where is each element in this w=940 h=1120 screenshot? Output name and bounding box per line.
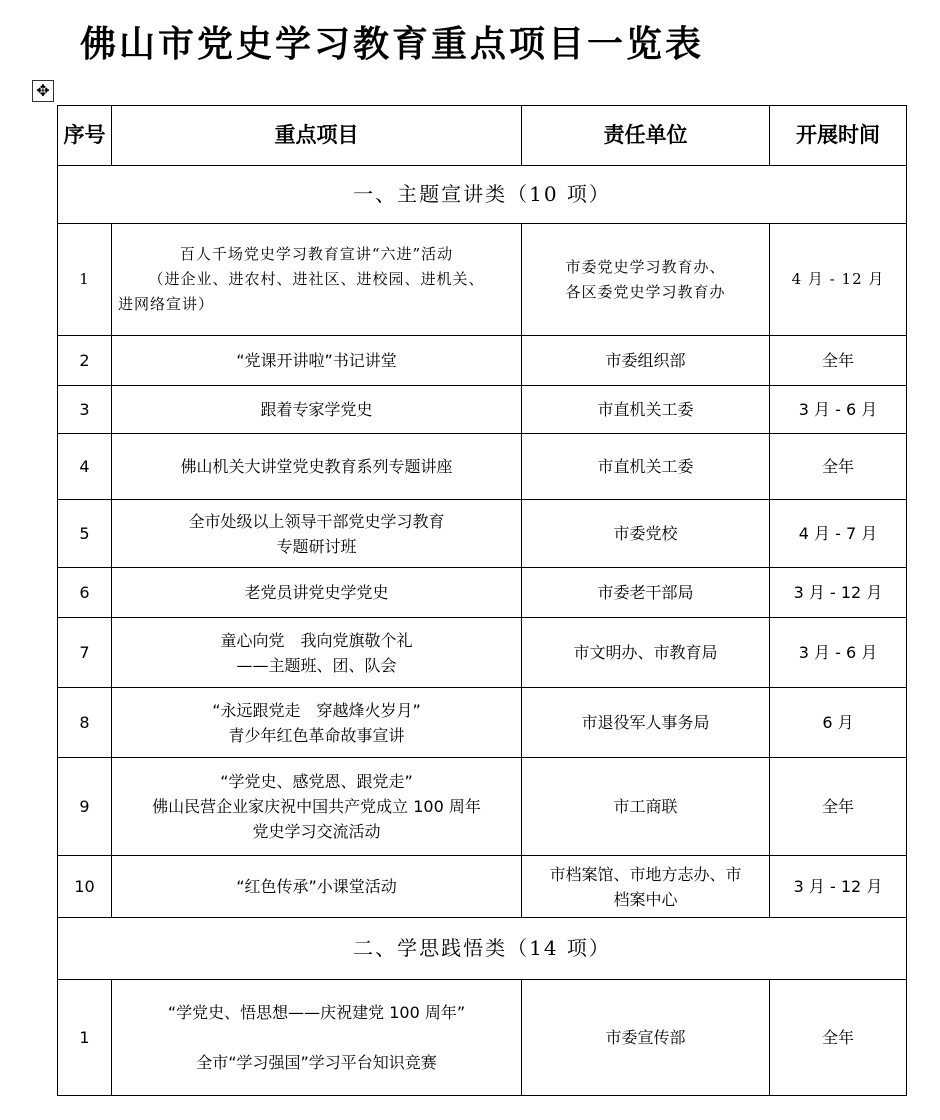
page-title: 佛山市党史学习教育重点项目一览表 <box>80 24 705 65</box>
cell-seq: 7 <box>58 618 112 688</box>
header-seq: 序号 <box>58 106 112 166</box>
project-line: 党史学习交流活动 <box>252 822 381 841</box>
project-line: ——主题班、团、队会 <box>236 655 397 675</box>
unit-line: 市委党史学习教育办、 <box>565 257 726 276</box>
table-row <box>58 688 907 758</box>
cell-project <box>112 336 522 386</box>
category-row <box>58 918 907 980</box>
table-row <box>58 618 907 688</box>
unit-line: 市工商联 <box>613 797 678 816</box>
table-row <box>58 224 907 336</box>
project-line: “红色传承”小课堂活动 <box>236 877 397 896</box>
cell-seq: 5 <box>58 500 112 568</box>
cell-seq: 4 <box>58 434 112 500</box>
category-row <box>58 166 907 224</box>
project-line: 佛山民营企业家庆祝中国共产党成立 100 周年 <box>152 797 481 816</box>
cell-seq: 6 <box>58 568 112 618</box>
cell-unit <box>522 434 770 500</box>
project-table <box>57 105 907 1096</box>
cell-project <box>112 980 522 1096</box>
project-line: “永远跟党走 穿越烽火岁月” <box>212 700 421 720</box>
project-line: 佛山机关大讲堂党史教育系列专题讲座 <box>180 457 453 476</box>
table-move-handle-icon[interactable]: ✥ <box>32 80 54 102</box>
project-line: 全市“学习强国”学习平台知识竞赛 <box>196 1053 437 1072</box>
table-row <box>58 568 907 618</box>
cell-seq: 3 <box>58 386 112 434</box>
project-line: 百人千场党史学习教育宣讲“六进”活动 <box>179 245 454 263</box>
cell-seq: 9 <box>58 758 112 856</box>
project-line: 童心向党 我向党旗敬个礼 <box>220 630 413 650</box>
cell-unit <box>522 500 770 568</box>
cell-time: 3 月 - 6 月 <box>770 618 907 688</box>
cell-time: 全年 <box>770 980 907 1096</box>
table-row <box>58 758 907 856</box>
project-line: 跟着专家学党史 <box>260 400 373 419</box>
cell-unit <box>522 758 770 856</box>
cell-project <box>112 434 522 500</box>
header-row <box>58 106 907 166</box>
cell-project <box>112 856 522 918</box>
project-line: 青少年红色革命故事宣讲 <box>228 725 405 745</box>
cell-project <box>112 618 522 688</box>
cell-time: 3 月 - 12 月 <box>770 856 907 918</box>
cell-seq: 1 <box>58 980 112 1096</box>
unit-line: 档案中心 <box>613 889 678 909</box>
table-row <box>58 856 907 918</box>
unit-line: 市直机关工委 <box>597 457 694 476</box>
table-row <box>58 336 907 386</box>
cell-seq: 2 <box>58 336 112 386</box>
project-line: 全市处级以上领导干部党史学习教育 <box>188 511 445 531</box>
unit-line: 各区委党史学习教育办 <box>565 282 726 301</box>
cell-project <box>112 758 522 856</box>
project-line <box>114 1025 519 1050</box>
project-line: “学党史、悟思想——庆祝建党 100 周年” <box>167 1003 466 1022</box>
cell-seq: 1 <box>58 224 112 336</box>
cell-unit <box>522 618 770 688</box>
cell-time: 3 月 - 6 月 <box>770 386 907 434</box>
project-line: “学党史、感党恩、跟党走” <box>220 772 413 791</box>
cell-seq: 8 <box>58 688 112 758</box>
unit-line: 市委老干部局 <box>597 583 694 602</box>
cell-unit <box>522 336 770 386</box>
cell-time: 全年 <box>770 434 907 500</box>
cell-unit <box>522 224 770 336</box>
cell-seq: 10 <box>58 856 112 918</box>
cell-project <box>112 386 522 434</box>
cell-time: 全年 <box>770 336 907 386</box>
unit-line: 市文明办、市教育局 <box>573 643 718 662</box>
table-row <box>58 980 907 1096</box>
cell-unit <box>522 688 770 758</box>
cell-unit <box>522 856 770 918</box>
table-row <box>58 386 907 434</box>
header-project: 重点项目 <box>112 106 522 166</box>
cell-project <box>112 224 522 336</box>
cell-time: 全年 <box>770 758 907 856</box>
category-title: 一、主题宣讲类（10 项） <box>58 166 907 224</box>
unit-line: 市档案馆、市地方志办、市 <box>549 864 742 884</box>
cell-unit <box>522 386 770 434</box>
project-line: 老党员讲党史学党史 <box>244 583 389 602</box>
cell-time: 4 月 - 12 月 <box>770 224 907 336</box>
table-row <box>58 434 907 500</box>
cell-unit <box>522 980 770 1096</box>
cell-unit <box>522 568 770 618</box>
header-time: 开展时间 <box>770 106 907 166</box>
unit-line: 市委党校 <box>613 524 678 543</box>
cell-project <box>112 500 522 568</box>
unit-line: 市直机关工委 <box>597 400 694 419</box>
project-line: 专题研讨班 <box>276 536 357 556</box>
cell-time: 3 月 - 12 月 <box>770 568 907 618</box>
cell-project <box>112 688 522 758</box>
table-row <box>58 500 907 568</box>
project-line: （进企业、进农村、进社区、进校园、进机关、 <box>148 270 485 288</box>
unit-line: 市退役军人事务局 <box>581 713 710 732</box>
cell-time: 4 月 - 7 月 <box>770 500 907 568</box>
project-line: “党课开讲啦”书记讲堂 <box>236 351 397 370</box>
unit-line: 市委组织部 <box>605 351 686 370</box>
category-title: 二、学思践悟类（14 项） <box>58 918 907 980</box>
header-unit: 责任单位 <box>522 106 770 166</box>
unit-line: 市委宣传部 <box>605 1028 686 1047</box>
project-line: 进网络宣讲） <box>118 295 215 313</box>
cell-project <box>112 568 522 618</box>
cell-time: 6 月 <box>770 688 907 758</box>
